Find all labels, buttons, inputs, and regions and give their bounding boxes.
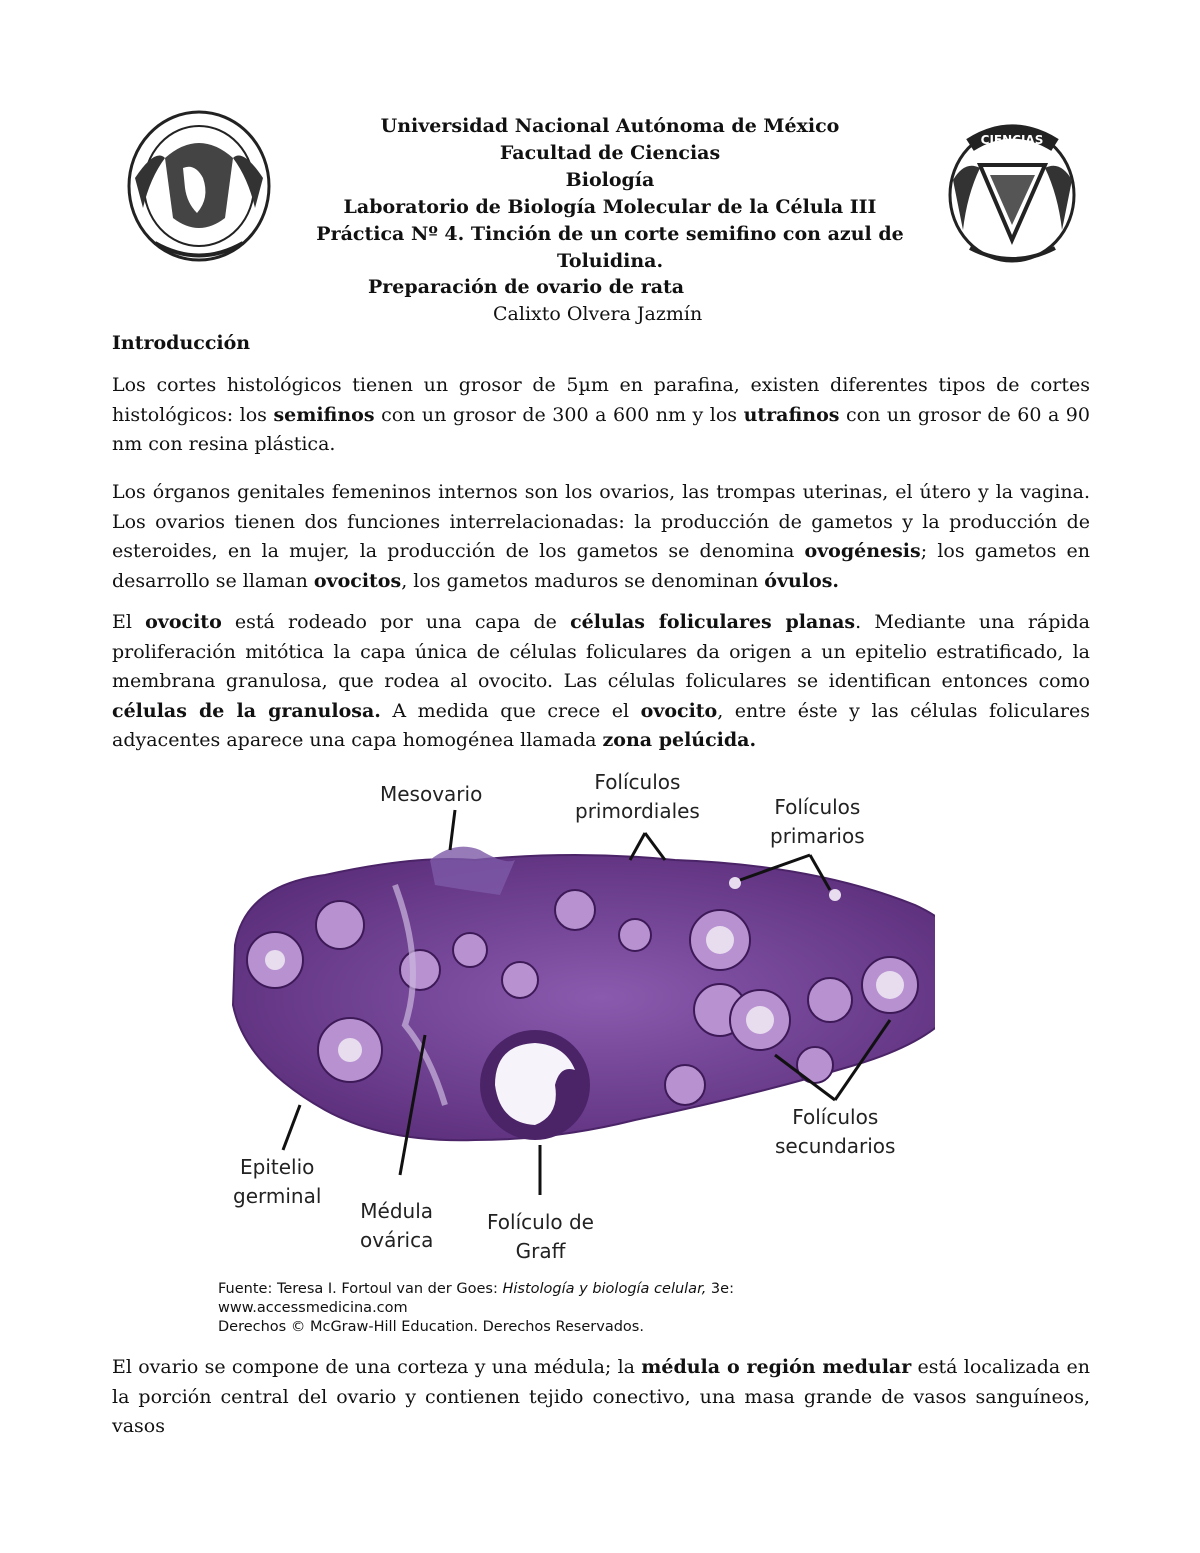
label-secundarios: Folículos secundarios: [775, 1105, 896, 1158]
paragraph-3: [112, 608, 1090, 756]
arrow-primordial-2: [645, 833, 665, 860]
text-run: El: [112, 611, 146, 633]
label-epitelio: Epitelio germinal: [233, 1155, 322, 1208]
follicle: [453, 933, 487, 967]
preparation-title: Preparación de ovario de rata: [368, 276, 685, 298]
practice-title-line2: Toluidina.: [556, 250, 664, 272]
text-run: . Mediante una rápida proliferación mitótica la capa única de células foliculares da origen a un epitelio estratificado, la membrana granulosa, que rodea al ovocito. Las células foliculares se identifican entonces como: [112, 611, 1090, 692]
bold-term: óvulos.: [764, 569, 840, 592]
arrow-mesovario: [450, 810, 455, 850]
university-name: Universidad Nacional Autónoma de México: [380, 115, 840, 137]
text-run: con un grosor de 300 a 600 nm y los: [374, 403, 744, 426]
follicle: [808, 978, 852, 1022]
label-graff: Folículo de Graff: [487, 1210, 594, 1263]
follicle: [665, 1065, 705, 1105]
practice-title-line1: Práctica Nº 4. Tinción de un corte semifino con azul de: [316, 223, 904, 245]
antrum: [265, 950, 285, 970]
text-run: con un grosor de 60 a 90 nm con resina plástica.: [112, 403, 1090, 455]
author-name: Calixto Olvera Jazmín: [493, 303, 703, 325]
follicle: [619, 919, 651, 951]
antrum: [729, 877, 741, 889]
label-primarios: Folículos primarios: [770, 795, 865, 848]
source-url: www.accessmedicina.com: [218, 1300, 408, 1316]
arrow-epitelio: [283, 1105, 300, 1150]
antrum: [338, 1038, 362, 1062]
bold-term: ovocito: [640, 699, 718, 722]
source-book: Histología y biología celular,: [502, 1281, 707, 1297]
antrum: [706, 926, 734, 954]
text-run: ; los gametos en desarrollo se llaman: [112, 540, 1090, 592]
follicle: [555, 890, 595, 930]
arrow-primordial-1: [630, 833, 645, 860]
section-title: Introducción: [112, 332, 251, 354]
figure-source: [218, 1280, 734, 1337]
bold-term: ovocito: [145, 611, 222, 633]
text-run: El ovario se compone de una corteza y una médula; la: [112, 1356, 642, 1378]
source-rights: Derechos © McGraw-Hill Education. Derechos Reservados.: [218, 1319, 644, 1335]
source-prefix: Fuente: Teresa I. Fortoul van der Goes:: [218, 1281, 503, 1297]
bold-term: células foliculares planas: [570, 611, 856, 633]
bold-term: utrafinos: [743, 403, 840, 426]
text-run: , los gametos maduros se denominan: [401, 569, 765, 592]
lab-name: Laboratorio de Biología Molecular de la Célula III: [343, 196, 877, 218]
antrum: [746, 1006, 774, 1034]
bold-term: semifinos: [273, 403, 375, 426]
document-header: [290, 113, 930, 275]
unam-seal-icon: [125, 108, 273, 268]
follicle: [502, 962, 538, 998]
bold-term: médula o región medular: [641, 1356, 912, 1378]
label-primordiales: Folículos primordiales: [575, 770, 700, 823]
ovary-figure: [215, 765, 935, 1265]
bold-term: ovocitos: [313, 569, 402, 592]
text-run: , entre éste y las células foliculares adyacentes aparece una capa homogénea llamada: [112, 699, 1090, 751]
paragraph-2: [112, 478, 1090, 596]
bold-term: ovogénesis: [804, 540, 921, 562]
antrum: [829, 889, 841, 901]
text-run: Los órganos genitales femeninos internos son los ovarios, las trompas uterinas, el útero y la vagina. Los ovarios tienen dos funciones interrelacionadas: la producción de gametos y la producción de esteroides, en la mujer, la producción de los gametos se denomina: [112, 481, 1090, 562]
bold-term: zona pelúcida.: [602, 729, 757, 751]
ciencias-seal-icon: [945, 120, 1080, 265]
text-run: A medida que crece el: [380, 699, 641, 722]
bold-term: células de la granulosa.: [112, 699, 381, 722]
text-run: está localizada en la porción central del ovario y contienen tejido conectivo, una masa grande de vasos sanguíneos, vasos: [112, 1356, 1090, 1437]
follicle: [797, 1047, 833, 1083]
label-mesovario: Mesovario: [380, 782, 483, 806]
text-run: Los cortes histológicos tienen un grosor de 5µm en parafina, existen diferentes tipos de cortes histológicos: los: [112, 374, 1090, 426]
text-run: está rodeado por una capa de: [221, 611, 571, 633]
follicle: [400, 950, 440, 990]
ciencias-seal-text: CIENCIAS: [980, 133, 1044, 147]
source-line-1: [218, 1280, 734, 1299]
antrum: [876, 971, 904, 999]
label-medula: Médula ovárica: [360, 1199, 434, 1252]
paragraph-4: [112, 1353, 1090, 1442]
career-name: Biología: [565, 169, 655, 191]
paragraph-1: [112, 371, 1090, 460]
faculty-name: Facultad de Ciencias: [499, 142, 721, 164]
follicle: [316, 901, 364, 949]
source-suffix: 3e:: [706, 1281, 734, 1297]
